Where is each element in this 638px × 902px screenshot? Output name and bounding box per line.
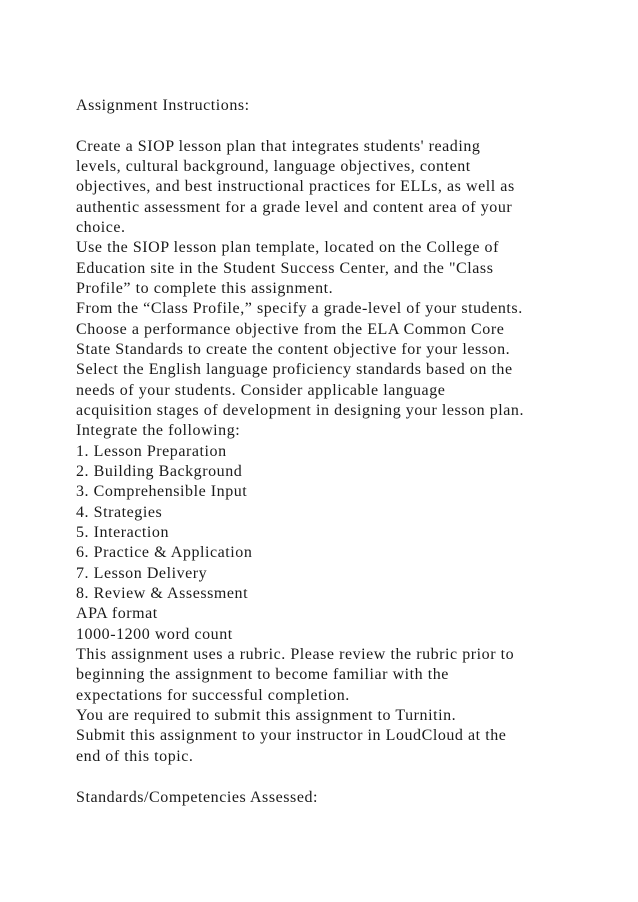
text-line: Integrate the following: <box>76 422 241 439</box>
list-item: 4. Strategies <box>76 504 163 521</box>
list-item: 2. Building Background <box>76 463 243 480</box>
text-line: Select the English language proficiency standards based on the <box>76 361 513 378</box>
text-line: Choose a performance objective from the ELA Common Core <box>76 321 505 338</box>
text-line: APA format <box>76 605 158 622</box>
text-line: From the “Class Profile,” specify a grade-level of your students. <box>76 300 523 317</box>
text-line: levels, cultural background, language objectives, content <box>76 158 471 175</box>
text-line: expectations for successful completion. <box>76 687 350 704</box>
text-line: This assignment uses a rubric. Please review the rubric prior to <box>76 646 515 663</box>
text-line: Submit this assignment to your instructor in LoudCloud at the <box>76 727 507 744</box>
text-line: acquisition stages of development in designing your lesson plan. <box>76 402 525 419</box>
text-line: beginning the assignment to become familiar with the <box>76 666 449 683</box>
text-line: needs of your students. Consider applicable language <box>76 382 446 399</box>
text-line: State Standards to create the content objective for your lesson. <box>76 341 511 358</box>
text-line: choice. <box>76 219 126 236</box>
list-item: 6. Practice & Application <box>76 544 253 561</box>
assignment-heading: Assignment Instructions: <box>76 97 250 114</box>
text-line: end of this topic. <box>76 748 194 765</box>
standards-heading: Standards/Competencies Assessed: <box>76 789 319 806</box>
text-line: Profile” to complete this assignment. <box>76 280 334 297</box>
list-item: 8. Review & Assessment <box>76 585 249 602</box>
text-line: Use the SIOP lesson plan template, located on the College of <box>76 239 499 256</box>
list-item: 7. Lesson Delivery <box>76 565 208 582</box>
list-item: 5. Interaction <box>76 524 169 541</box>
text-line: objectives, and best instructional practices for ELLs, as well as <box>76 178 515 195</box>
text-line: authentic assessment for a grade level and content area of your <box>76 199 513 216</box>
list-item: 1. Lesson Preparation <box>76 443 227 460</box>
text-line: You are required to submit this assignment to Turnitin. <box>76 707 457 724</box>
text-line: Education site in the Student Success Center, and the "Class <box>76 260 494 277</box>
list-item: 3. Comprehensible Input <box>76 483 248 500</box>
text-line: 1000-1200 word count <box>76 626 233 643</box>
text-line: Create a SIOP lesson plan that integrates students' reading <box>76 138 481 155</box>
